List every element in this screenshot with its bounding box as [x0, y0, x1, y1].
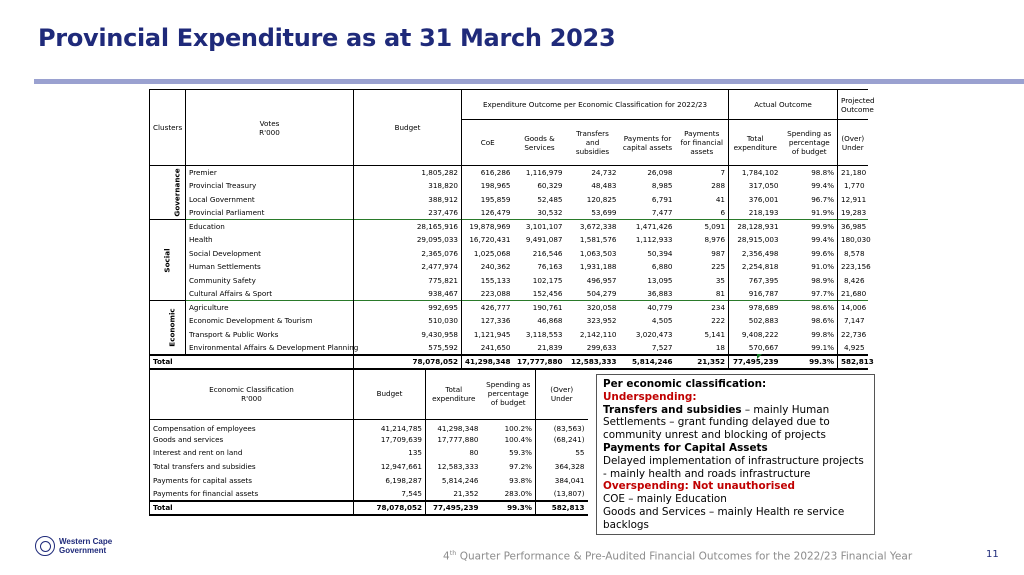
- over-under-cell: 14,006: [838, 301, 868, 315]
- goods-cell: 3,118,553: [525, 329, 563, 339]
- total-cell: 502,883: [729, 314, 782, 328]
- table-row: [150, 460, 588, 474]
- table-row: [150, 179, 868, 193]
- vote-name: Provincial Parliament: [186, 206, 354, 220]
- goods-cell: 52,485: [537, 194, 563, 204]
- total-cell: 17,777,880: [426, 433, 482, 447]
- classification-name: Payments for capital assets: [150, 473, 354, 487]
- capital-cell: 26,098: [647, 168, 673, 177]
- cluster-label: Social: [163, 247, 172, 273]
- budget-cell: 135: [354, 446, 426, 460]
- notes-underspending: Underspending:: [603, 390, 697, 403]
- over-under-cell: 21,680: [838, 287, 868, 301]
- pct-cell: 283.0%: [504, 488, 532, 498]
- table-row: [150, 487, 588, 501]
- notes-capital-text: Delayed implementation of infrastructure projects - mainly health and roads infrastructure: [603, 454, 864, 480]
- financial-cell: 222: [711, 316, 726, 326]
- budget-cell: 992,695: [354, 301, 462, 315]
- table-row: [150, 341, 868, 355]
- total-label: Total: [150, 355, 354, 369]
- goods-cell: 9,491,087: [525, 235, 563, 245]
- pct-cell: 93.8%: [509, 475, 532, 485]
- econ-header-spending-pct: Spending as percentage of budget: [482, 369, 536, 419]
- budget-cell: 28,165,916: [354, 220, 462, 234]
- footer-sup: th: [449, 549, 457, 557]
- econ-total-total: 77,495,239: [426, 501, 482, 515]
- classification-name: Payments for financial assets: [150, 487, 354, 501]
- page-number: 11: [986, 549, 999, 560]
- header-goods: Goods & Services: [514, 120, 566, 166]
- goods-cell: 152,456: [532, 289, 563, 298]
- vote-name: Premier: [186, 166, 354, 180]
- vote-name: Provincial Treasury: [186, 179, 354, 193]
- budget-cell: 318,820: [354, 179, 462, 193]
- econ-total-row: [150, 501, 588, 515]
- financial-cell: 8,976: [704, 235, 726, 245]
- financial-cell: 81: [715, 289, 726, 298]
- coe-cell: 426,777: [462, 301, 514, 315]
- budget-cell: 12,947,661: [354, 460, 426, 474]
- pct-cell: 99.4%: [811, 235, 835, 245]
- total-pct: 99.3%: [782, 355, 838, 369]
- coe-cell: 19,878,969: [462, 220, 514, 234]
- pct-cell: 91.0%: [811, 262, 835, 272]
- footer-text: [443, 549, 912, 563]
- transfers-cell: 53,699: [591, 208, 617, 217]
- coe-cell: 223,088: [462, 287, 514, 301]
- cluster-cell: [150, 301, 186, 355]
- table-row: [150, 206, 868, 220]
- pct-cell: 100.4%: [504, 434, 532, 444]
- budget-cell: 6,198,287: [354, 473, 426, 487]
- over-under-cell: 364,328: [536, 460, 588, 474]
- economic-classification-table: [149, 369, 588, 516]
- header-financial: Payments for financial assets: [676, 120, 729, 166]
- table-row: [150, 328, 868, 342]
- over-under-cell: 36,985: [838, 220, 868, 234]
- financial-cell: 5,091: [676, 220, 729, 234]
- table-row: [150, 287, 868, 301]
- financial-cell: 18: [715, 342, 726, 352]
- vote-name: Transport & Public Works: [186, 328, 354, 342]
- pct-cell: 96.7%: [811, 194, 835, 204]
- budget-cell: 2,477,974: [354, 260, 462, 274]
- pct-cell: 97.2%: [509, 462, 532, 472]
- budget-cell: 388,912: [354, 193, 462, 207]
- notes-goods: Goods and Services – mainly Health re service backlogs: [603, 505, 845, 531]
- table-row: [150, 193, 868, 207]
- total-cell: 9,408,222: [729, 328, 782, 342]
- budget-cell: 1,805,282: [354, 166, 462, 180]
- over-under-cell: 22,736: [838, 328, 868, 342]
- total-over-under: 582,813: [838, 355, 868, 369]
- goods-cell: 1,116,979: [525, 168, 563, 177]
- table-row: [150, 314, 868, 328]
- total-cell: 28,915,003: [729, 233, 782, 247]
- goods-cell: 76,163: [537, 262, 563, 272]
- capital-cell: 40,779: [620, 301, 676, 315]
- page-title: Provincial Expenditure as at 31 March 2023: [38, 24, 616, 52]
- vote-name: Cultural Affairs & Sport: [186, 287, 354, 301]
- goods-cell: 46,868: [537, 316, 563, 326]
- total-financial: 21,352: [676, 355, 729, 369]
- over-under-cell: 8,426: [838, 274, 868, 288]
- pct-cell: 99.1%: [811, 342, 835, 352]
- title-divider: [34, 79, 1024, 84]
- transfers-cell: 1,063,503: [579, 248, 617, 258]
- budget-cell: 17,709,639: [354, 433, 426, 447]
- table-row: [150, 247, 868, 261]
- classification-name: Compensation of employees: [150, 419, 354, 433]
- total-total: 77,495,239: [729, 355, 782, 369]
- header-total-expenditure: Total expenditure: [729, 120, 782, 166]
- budget-cell: 510,030: [354, 314, 462, 328]
- capital-cell: 50,394: [647, 248, 673, 258]
- cluster-label: Governance: [172, 168, 182, 217]
- capital-cell: 36,883: [647, 289, 673, 298]
- over-under-cell: (68,241): [536, 433, 588, 447]
- notes-coe: COE – mainly Education: [603, 493, 727, 506]
- notes-heading: Per economic classification:: [603, 378, 767, 390]
- total-cell: 317,050: [729, 179, 782, 193]
- pct-cell: 98.6%: [811, 316, 835, 326]
- pct-cell: 99.9%: [782, 220, 838, 234]
- table-row: [150, 473, 588, 487]
- budget-cell: 7,545: [354, 487, 426, 501]
- vote-name: Education: [186, 220, 354, 234]
- total-cell: 5,814,246: [426, 473, 482, 487]
- capital-cell: 1,471,426: [620, 220, 676, 234]
- over-under-cell: (83,563): [536, 419, 588, 433]
- table-row: [150, 419, 588, 433]
- header-votes: Votes R'000: [186, 90, 354, 166]
- logo-line2: Government: [59, 546, 107, 555]
- financial-cell: 6: [720, 208, 726, 217]
- vote-name: Economic Development & Tourism: [186, 314, 354, 328]
- header-over-under: (Over) Under: [838, 120, 868, 166]
- header-clusters: Clusters: [150, 90, 186, 166]
- coe-cell: 616,286: [462, 166, 514, 180]
- capital-cell: 6,880: [651, 262, 673, 272]
- capital-cell: 8,985: [651, 181, 673, 191]
- goods-cell: 60,329: [537, 181, 563, 191]
- over-under-cell: 1,770: [838, 179, 868, 193]
- pct-cell: 98.6%: [782, 301, 838, 315]
- total-cell: 41,298,348: [426, 419, 482, 433]
- transfers-cell: 320,058: [566, 301, 620, 315]
- capital-cell: 6,791: [651, 194, 673, 204]
- cluster-cell: [150, 220, 186, 301]
- pct-cell: 59.3%: [509, 448, 532, 458]
- over-under-cell: (13,807): [536, 487, 588, 501]
- vote-name: Local Government: [186, 193, 354, 207]
- financial-cell: 234: [676, 301, 729, 315]
- vote-name: Human Settlements: [186, 260, 354, 274]
- cluster-label: Economic: [167, 308, 177, 347]
- header-capital: Payments for capital assets: [620, 120, 676, 166]
- coe-cell: 240,362: [462, 260, 514, 274]
- notes-box: [596, 374, 875, 535]
- budget-cell: 775,821: [354, 274, 462, 288]
- coe-cell: 1,121,945: [462, 328, 514, 342]
- header-coe: CoE: [462, 120, 514, 166]
- financial-cell: 35: [715, 275, 726, 285]
- pct-cell: 97.7%: [811, 289, 835, 298]
- financial-cell: 288: [711, 181, 726, 191]
- financial-cell: 7: [720, 168, 726, 177]
- pct-cell: 99.8%: [811, 329, 835, 339]
- transfers-cell: 120,825: [586, 194, 617, 204]
- financial-cell: 5,141: [704, 329, 726, 339]
- notes-transfers-label: Transfers and subsidies: [603, 403, 742, 416]
- econ-header-total-expenditure: Total expenditure: [426, 369, 482, 419]
- total-coe: 41,298,348: [462, 355, 514, 369]
- coe-cell: 241,650: [462, 341, 514, 355]
- total-cell: 21,352: [426, 487, 482, 501]
- over-under-cell: 19,283: [838, 206, 868, 220]
- budget-cell: 938,467: [354, 287, 462, 301]
- coe-cell: 1,025,068: [462, 247, 514, 261]
- table-row: [150, 433, 588, 447]
- notes-transfers-text: – mainly Human Settlements – grant funding delayed due to community unrest and blocking of projects: [603, 403, 830, 442]
- budget-cell: 9,430,958: [354, 328, 462, 342]
- goods-cell: 30,532: [537, 208, 563, 217]
- transfers-cell: 3,672,338: [566, 220, 620, 234]
- vote-name: Community Safety: [186, 274, 354, 288]
- total-cell: 376,001: [729, 193, 782, 207]
- goods-cell: 102,175: [532, 275, 563, 285]
- transfers-cell: 1,581,576: [579, 235, 617, 245]
- total-cell: 218,193: [729, 206, 782, 220]
- coe-cell: 198,965: [462, 179, 514, 193]
- econ-header-over-under: (Over) Under: [536, 369, 588, 419]
- financial-cell: 41: [715, 194, 726, 204]
- budget-cell: 41,214,785: [354, 419, 426, 433]
- table-row: [150, 301, 868, 315]
- econ-header-budget: Budget: [354, 369, 426, 419]
- financial-cell: 987: [711, 248, 726, 258]
- econ-header-classification: Economic Classification R'000: [150, 369, 354, 419]
- capital-cell: 3,020,473: [635, 329, 673, 339]
- over-under-cell: 223,156: [838, 260, 868, 274]
- total-cell: 28,128,931: [729, 220, 782, 234]
- total-transfers: 12,583,333: [566, 355, 620, 369]
- coe-cell: 155,133: [462, 274, 514, 288]
- econ-total-over-under: 582,813: [536, 501, 588, 515]
- total-cell: 2,356,498: [729, 247, 782, 261]
- capital-cell: 4,505: [651, 316, 673, 326]
- notes-overspending: Overspending: Not unauthorised: [603, 480, 795, 493]
- budget-cell: 2,365,076: [354, 247, 462, 261]
- table-row: [150, 274, 868, 288]
- table-row: [150, 233, 868, 247]
- over-under-cell: 180,030: [838, 233, 868, 247]
- goods-cell: 21,839: [537, 342, 563, 352]
- header-transfers: Transfers and subsidies: [566, 120, 620, 166]
- transfers-cell: 2,142,110: [579, 329, 617, 339]
- total-budget: 78,078,052: [354, 355, 462, 369]
- vote-name: Agriculture: [186, 301, 354, 315]
- budget-cell: 237,476: [354, 206, 462, 220]
- total-cell: 12,583,333: [426, 460, 482, 474]
- table-row: [150, 220, 868, 234]
- header-spending-pct: Spending as percentage of budget: [782, 120, 838, 166]
- econ-total-pct: 99.3%: [482, 501, 536, 515]
- notes-capital-label: Payments for Capital Assets: [603, 441, 768, 454]
- budget-cell: 575,592: [354, 341, 462, 355]
- transfers-cell: 1,931,188: [579, 262, 617, 272]
- goods-cell: 3,101,107: [514, 220, 566, 234]
- total-cell: 978,689: [729, 301, 782, 315]
- over-under-cell: 384,041: [536, 473, 588, 487]
- coe-cell: 16,720,431: [462, 233, 514, 247]
- pct-cell: 99.6%: [811, 248, 835, 258]
- transfers-cell: 48,483: [591, 181, 617, 191]
- cell-comment-marker: [757, 354, 762, 359]
- total-cell: 80: [426, 446, 482, 460]
- header-budget: Budget: [354, 90, 462, 166]
- total-capital: 5,814,246: [620, 355, 676, 369]
- transfers-cell: 504,279: [586, 289, 617, 298]
- over-under-cell: 7,147: [838, 314, 868, 328]
- header-expenditure-group: Expenditure Outcome per Economic Classification for 2022/23: [462, 90, 729, 120]
- table-row: [150, 446, 588, 460]
- transfers-cell: 24,732: [591, 168, 617, 177]
- total-cell: 767,395: [729, 274, 782, 288]
- footer-prefix: 4: [443, 550, 450, 563]
- transfers-cell: 299,633: [586, 342, 617, 352]
- over-under-cell: 12,911: [838, 193, 868, 207]
- econ-total-label: Total: [150, 501, 354, 515]
- pct-cell: 99.4%: [811, 181, 835, 191]
- goods-cell: 216,546: [532, 248, 563, 258]
- table-row: [150, 166, 868, 180]
- coe-cell: 126,479: [462, 206, 514, 220]
- capital-cell: 1,112,933: [635, 235, 673, 245]
- pct-cell: 98.8%: [811, 168, 835, 177]
- table-row: [150, 260, 868, 274]
- pct-cell: 100.2%: [504, 423, 532, 433]
- coe-cell: 195,859: [462, 193, 514, 207]
- total-cell: 2,254,818: [729, 260, 782, 274]
- vote-name: Health: [186, 233, 354, 247]
- transfers-cell: 496,957: [586, 275, 617, 285]
- total-goods: 17,777,880: [514, 355, 566, 369]
- western-cape-logo: [35, 536, 112, 556]
- coe-cell: 127,336: [462, 314, 514, 328]
- expenditure-by-vote-table: [149, 89, 875, 370]
- cluster-cell: [150, 166, 186, 220]
- goods-cell: 190,761: [514, 301, 566, 315]
- pct-cell: 98.9%: [811, 275, 835, 285]
- header-projected-group: Projected Outcome: [838, 90, 868, 120]
- transfers-cell: 323,952: [586, 316, 617, 326]
- classification-name: Interest and rent on land: [150, 446, 354, 460]
- vote-name: Social Development: [186, 247, 354, 261]
- total-cell: 570,667: [729, 341, 782, 355]
- total-cell: 916,787: [729, 287, 782, 301]
- capital-cell: 7,527: [651, 342, 673, 352]
- pct-cell: 91.9%: [811, 208, 835, 217]
- vote-name: Environmental Affairs & Development Planning: [186, 341, 354, 355]
- financial-cell: 225: [711, 262, 726, 272]
- econ-total-budget: 78,078,052: [354, 501, 426, 515]
- over-under-cell: 55: [536, 446, 588, 460]
- classification-name: Total transfers and subsidies: [150, 460, 354, 474]
- classification-name: Goods and services: [150, 433, 354, 447]
- footer-body: Quarter Performance & Pre-Audited Financial Outcomes for the 2022/23 Financial Year: [456, 550, 913, 563]
- over-under-cell: 8,578: [838, 247, 868, 261]
- logo-line1: Western Cape: [59, 537, 113, 546]
- coat-of-arms-icon: [35, 536, 55, 556]
- total-cell: 1,784,102: [729, 166, 782, 180]
- capital-cell: 7,477: [651, 208, 673, 217]
- over-under-cell: 4,925: [838, 341, 868, 355]
- budget-cell: 29,095,033: [354, 233, 462, 247]
- over-under-cell: 21,180: [838, 166, 868, 180]
- notes-transfers: [603, 404, 868, 442]
- capital-cell: 13,095: [647, 275, 673, 285]
- header-actual-group: Actual Outcome: [729, 90, 838, 120]
